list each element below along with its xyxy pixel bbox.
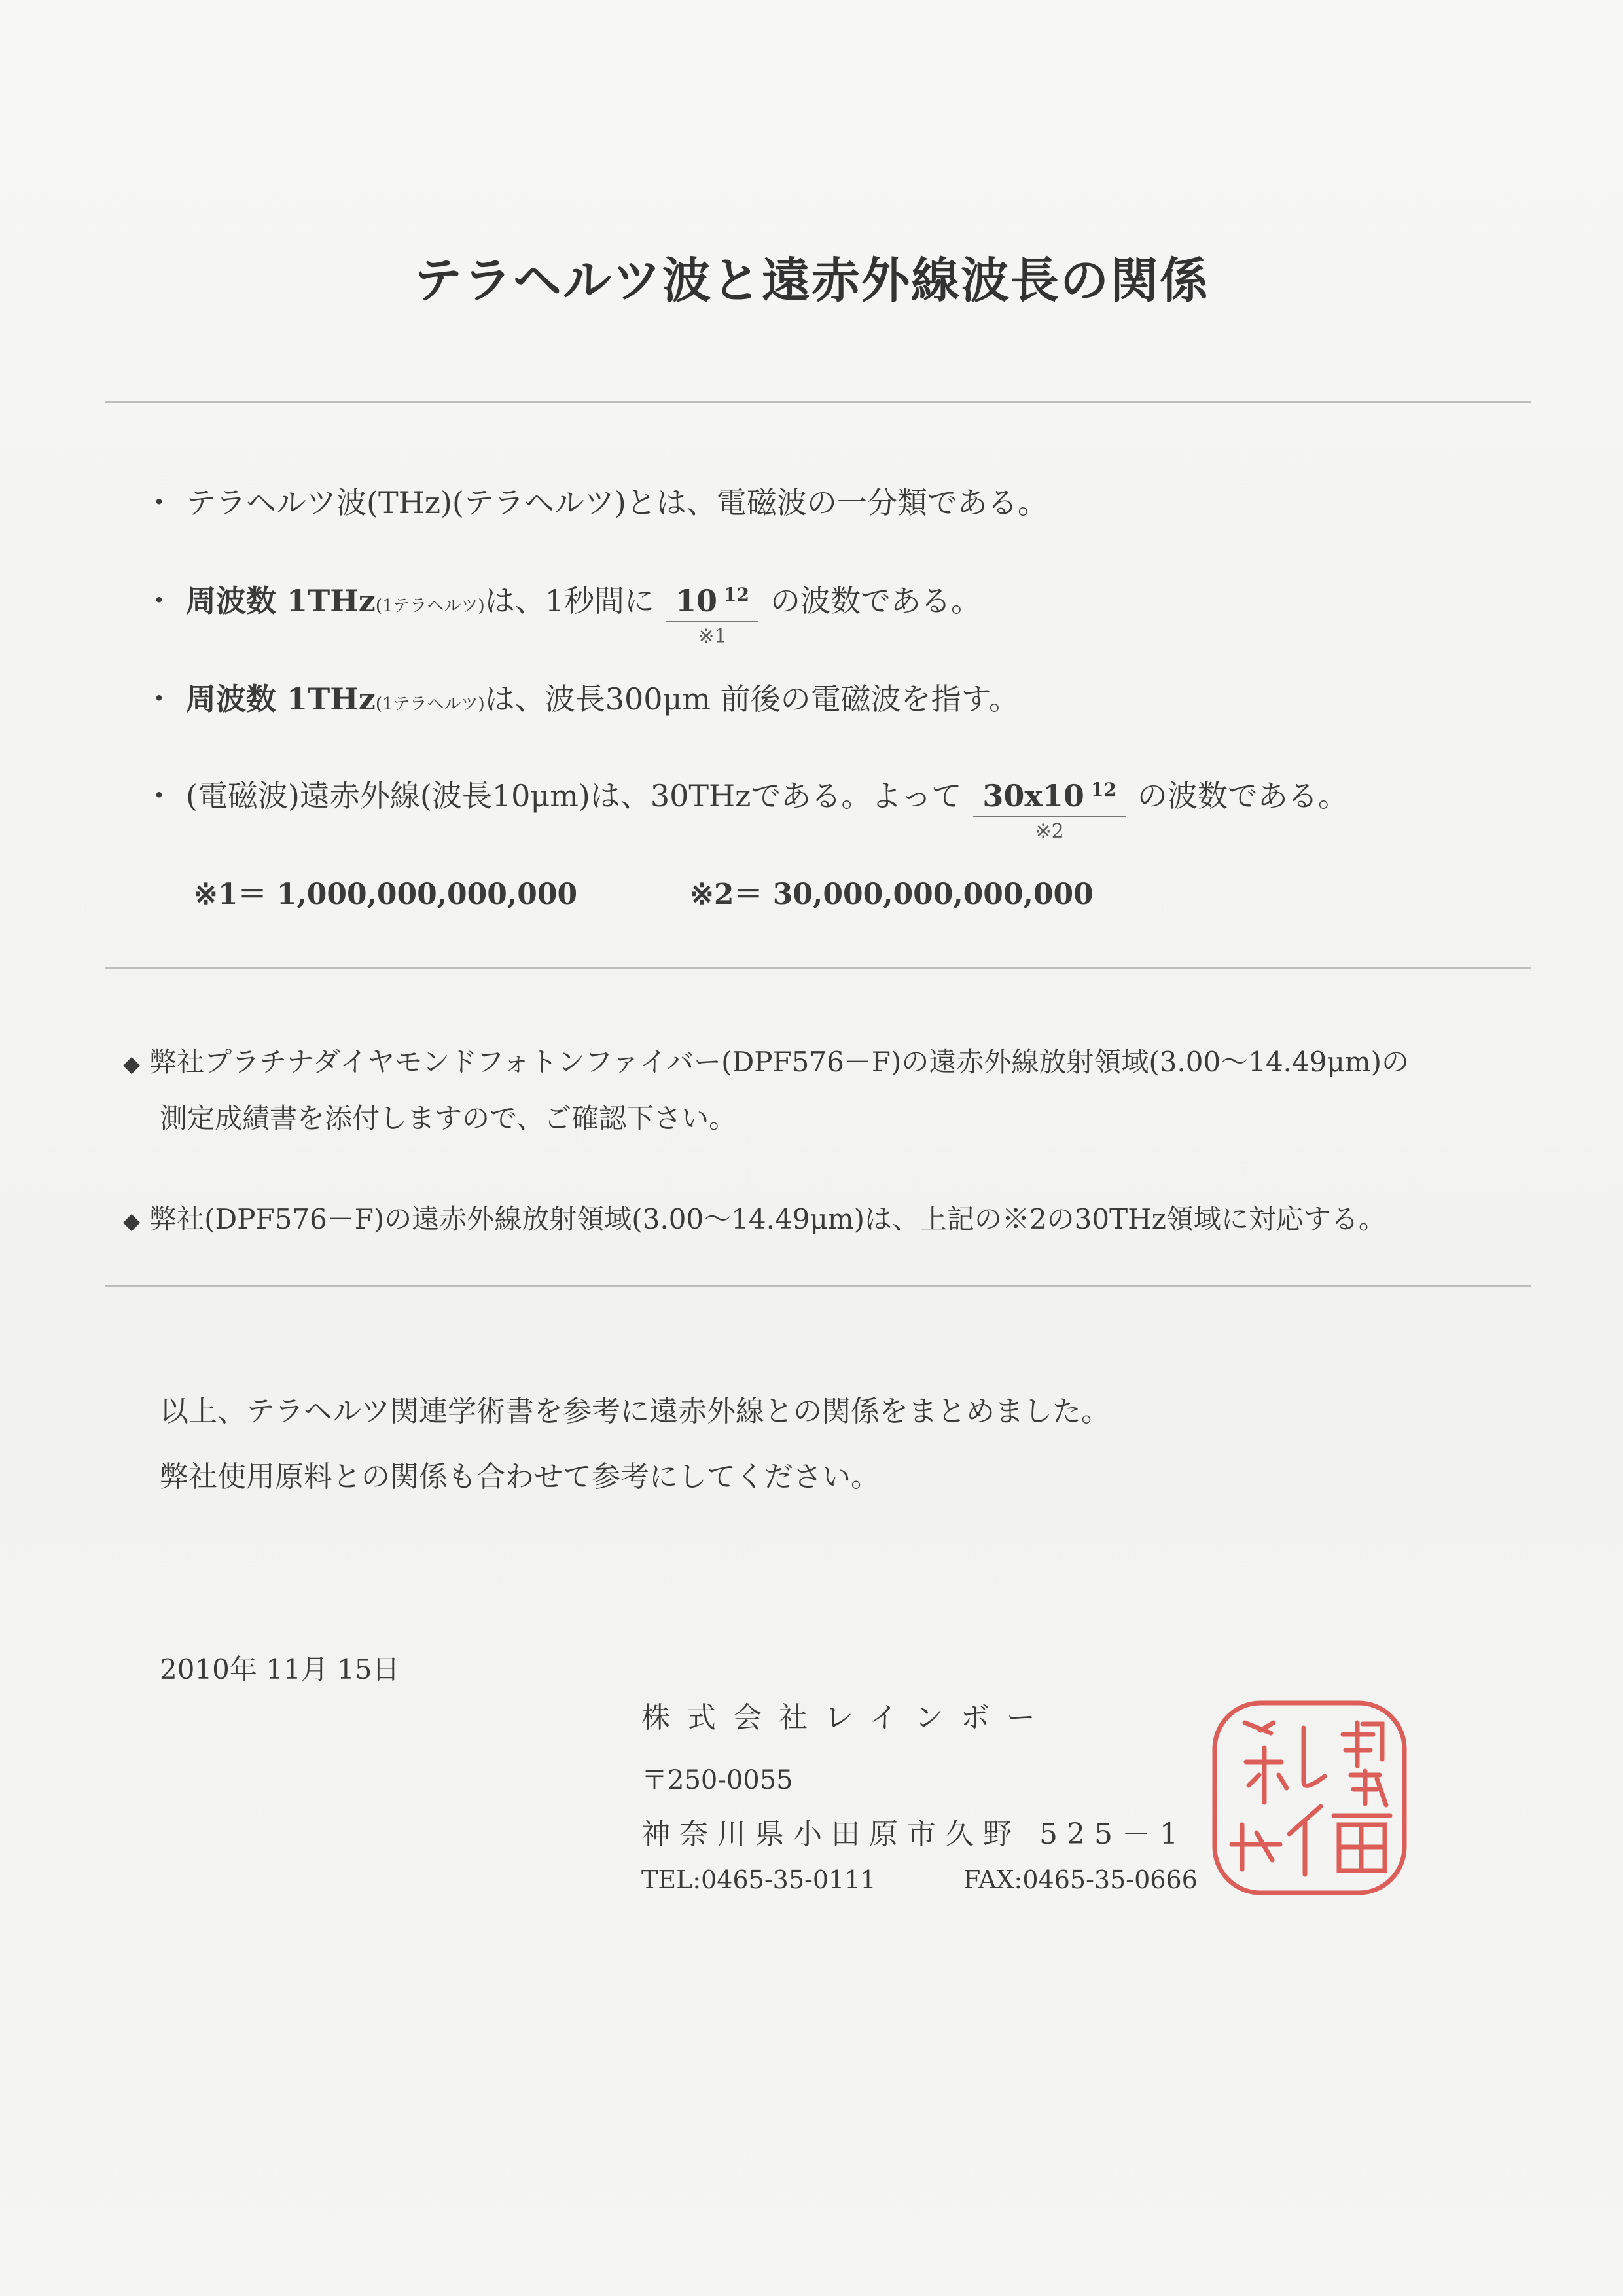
company-seal-stamp [1205,1694,1414,1902]
fraction-numerator [973,778,1125,817]
diamond-item-measurement-cont: 測定成績書を添付しますので、ご確認下さい。 [160,1102,737,1134]
bullet-frequency-label: 周波数 1THz [186,681,376,717]
diamond-icon: ◆ [123,1051,141,1077]
company-name: 株式会社レインボー [641,1701,1052,1734]
diamond-text: 弊社プラチナダイヤモンドフォトンファイバー(DPF576－F)の遠赤外線放射領域(3.00～14.49μm)の [149,1046,1409,1078]
bullet-text-mid: は、1秒間に [484,583,654,619]
bullet-text-post: の波数である。 [770,583,981,619]
divider-top [105,401,1531,403]
document-title: テラヘルツ波と遠赤外線波長の関係 [414,253,1209,309]
fraction-base: 10 [675,583,717,619]
bullet-far-infrared [144,772,1348,843]
divider-bottom [105,1285,1531,1287]
bullet-text-post: の波数である。 [1137,778,1348,814]
fraction-exponent: 12 [723,583,749,605]
fraction-base: 30x10 [982,778,1084,814]
diamond-text: 弊社(DPF576－F)の遠赤外線放射領域(3.00～14.49μm)は、上記の※2の30THz領域に対応する。 [149,1203,1386,1235]
fraction-30x10-12 [973,778,1125,843]
bullet-1thz-wavelength [144,675,1019,719]
bullet-text-pre: (電磁波)遠赤外線(波長10μm)は、30THzである。よって [186,778,962,814]
postal-code: 〒250-0055 [641,1765,793,1795]
bullet-text-post: は、波長300μm 前後の電磁波を指す。 [484,681,1019,717]
fraction-exponent: 12 [1090,778,1116,800]
note-2-value: ※2＝ 30,000,000,000,000 [690,878,1094,911]
note-1-value: ※1＝ 1,000,000,000,000 [194,878,578,911]
company-address: 神奈川県小田原市久野 525－1 [641,1818,1187,1851]
company-tel: TEL:0465-35-0111 [641,1865,876,1894]
bullet-dot: ・ [144,583,174,619]
bullet-frequency-label: 周波数 1THz [186,583,376,619]
bullet-small-note: (1テラヘルツ) [375,694,485,714]
bullet-dot: ・ [144,778,174,814]
bullet-small-note: (1テラヘルツ) [375,596,485,616]
closing-line-1: 以上、テラヘルツ関連学術書を参考に遠赤外線との関係をまとめました。 [160,1395,1110,1428]
bullet-dot: ・ [144,485,174,520]
company-fax: FAX:0465-35-0666 [963,1865,1198,1894]
bullet-thz-definition [144,479,1048,522]
diamond-item-30thz [123,1198,1386,1237]
divider-middle [105,967,1531,969]
document-date: 2010年 11月 15日 [160,1653,400,1685]
diamond-item-measurement [123,1041,1409,1080]
bullet-1thz-wavenumber [144,577,981,648]
bullet-dot: ・ [144,681,174,717]
diamond-icon: ◆ [123,1208,141,1234]
fraction-numerator [666,583,758,622]
fraction-10-12 [666,583,758,648]
fraction-note: ※1 [698,625,727,648]
fraction-note: ※2 [1035,820,1064,843]
bullet-text: テラヘルツ波(THz)(テラヘルツ)とは、電磁波の一分類である。 [186,485,1048,520]
closing-line-2: 弊社使用原料との関係も合わせて参考にしてください。 [160,1460,880,1494]
